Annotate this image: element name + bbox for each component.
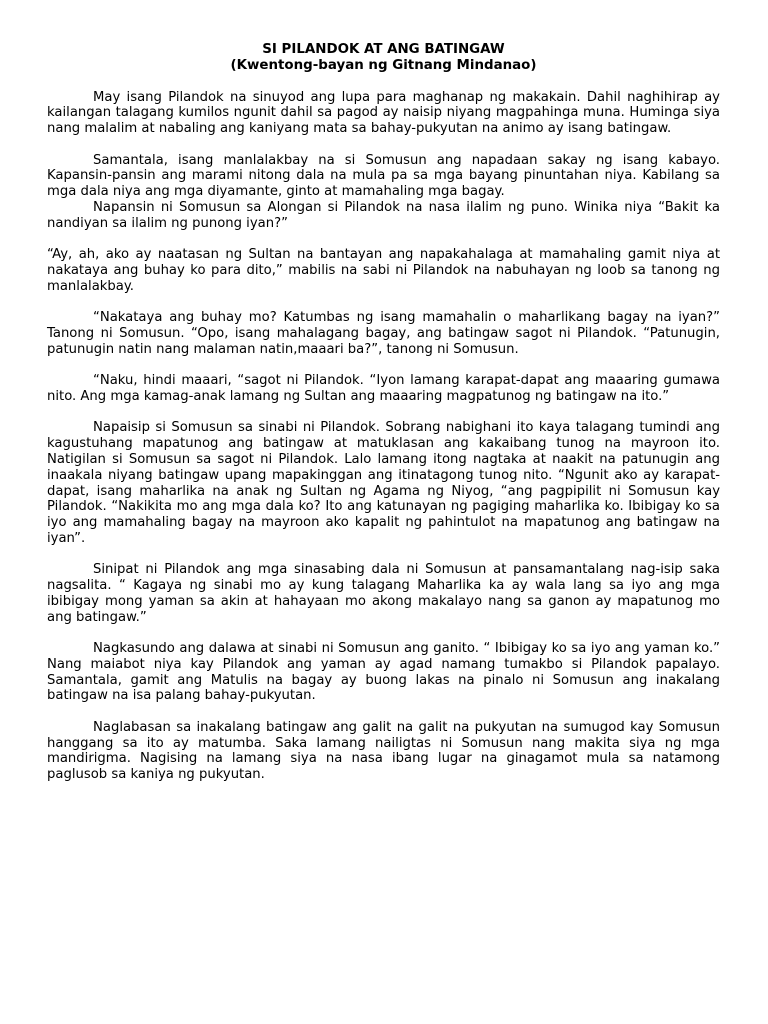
paragraph-7: Napaisip si Somusun sa sinabi ni Pilandok. Sobrang nabighani ito kaya talagang tumindi ang kagustuhang mapatunog ang batingaw at matuklasan ang kakaibang tunog na mayroon ito. Natigilan si Somusun sa sagot ni Pilandok. Lalo lamang itong nagtaka at naakit na patunugin ang inaakala niyang batingaw upang mapakinggan ang itinatagong tunog nito. “Ngunit ako ay karapat-dapat, isang maharlika na anak ng Sultan ng Agama ng Niyog, “ang pagpipilit ni Somusun kay Pilandok. “Nakikita mo ang mga dala ko? Ito ang katunayan ng pagiging maharlika ko. Ibibigay ko sa iyo ang mamahaling bagay na mayroon ako kapalit ng pahintulot na mapatunog ang batingaw na iyan”.	[47, 420, 720, 546]
paragraph-3: Napansin ni Somusun sa Alongan si Pilandok na nasa ilalim ng puno. Winika niya “Bakit ka nandiyan sa ilalim ng punong iyan?”	[47, 199, 720, 231]
document-title: SI PILANDOK AT ANG BATINGAW	[262, 42, 505, 57]
paragraph-1: May isang Pilandok na sinuyod ang lupa para maghanap ng makakain. Dahil naghihirap ay kailangan talagang kumilos ngunit dahil sa pagod ay naisip niyang magpahinga muna. Huminga siya nang malalim at nabaling ang kaniyang mata sa bahay-pukyutan na animo ay isang batingaw.	[47, 89, 720, 137]
paragraph-4: “Ay, ah, ako ay naatasan ng Sultan na bantayan ang napakahalaga at mamahaling gamit niya at nakataya ang buhay ko para dito,” mabilis na sabi ni Pilandok na nabuhayan ng loob sa tanong ng manlalakbay.	[47, 247, 720, 294]
paragraph-10: Naglabasan sa inakalang batingaw ang galit na galit na pukyutan na sumugod kay Somusun hanggang sa ito ay matumba. Saka lamang nailigtas ni Somusun nang makita siya ng mga mandirigma. Nagising na lamang siya na nasa ibang lugar na ginagamot mula sa natamong paglusob sa kaniya ng pukyutan.	[47, 719, 720, 783]
paragraph-2: Samantala, isang manlalakbay na si Somusun ang napadaan sakay ng isang kabayo. Kapansin-pansin ang marami nitong dala na mula pa sa mga bayang pinuntahan niya. Kabilang sa mga dala niya ang mga diyamante, ginto at mamahaling mga bagay.	[47, 152, 720, 200]
paragraph-8: Sinipat ni Pilandok ang mga sinasabing dala ni Somusun at pansamantalang nag-isip saka nagsalita. “ Kagaya ng sinabi mo ay kung talagang Maharlika ka ay wala lang sa iyo ang mga ibibigay mong yaman sa akin at hahayaan mo akong makalayo nang sa ganon ay mapatunog mo ang batingaw.”	[47, 562, 720, 625]
paragraph-9: Nagkasundo ang dalawa at sinabi ni Somusun ang ganito. “ Ibibigay ko sa iyo ang yaman ko.” Nang maiabot niya kay Pilandok ang yaman ay agad namang tumakbo si Pilandok papalayo. Samantala, gamit ang Matulis na bagay ay buong lakas na pinalo ni Somusun ang inakalang batingaw na isa palang bahay-pukyutan.	[47, 641, 720, 704]
document-subtitle: (Kwentong-bayan ng Gitnang Mindanao)	[230, 57, 537, 73]
paragraph-6: “Naku, hindi maaari, “sagot ni Pilandok. “Iyon lamang karapat-dapat ang maaaring gumawa nito. Ang mga kamag-anak lamang ng Sultan ang maaaring magpatunog ng batingaw na ito.”	[47, 373, 720, 404]
title-block	[47, 42, 720, 74]
document-page	[47, 42, 720, 783]
paragraph-5: “Nakataya ang buhay mo? Katumbas ng isang mamahalin o maharlikang bagay na iyan?” Tanong ni Somusun. “Opo, isang mahalagang bagay, ang batingaw sagot ni Pilandok. “Patunugin, patunugin natin nang malaman natin,maaari ba?”, tanong ni Somusun.	[47, 310, 720, 357]
